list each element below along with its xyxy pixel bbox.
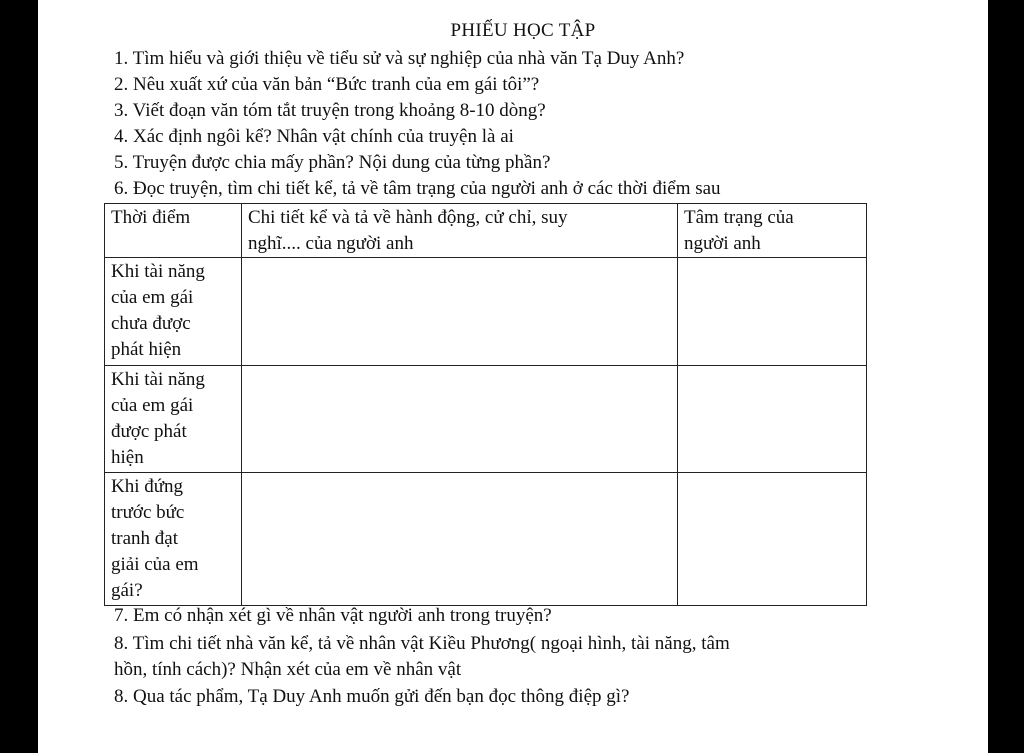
header-details: Chi tiết kể và tả về hành động, cử chỉ, suy nghĩ.... của người anh xyxy=(242,204,678,258)
table-row xyxy=(105,366,867,473)
row-details-cell[interactable] xyxy=(242,473,678,606)
question-7: 7. Em có nhận xét gì về nhân vật người anh trong truyện? xyxy=(114,605,552,626)
question-8b: 8. Qua tác phẩm, Tạ Duy Anh muốn gửi đến bạn đọc thông điệp gì? xyxy=(114,686,630,707)
question-4: 4. Xác định ngôi kể? Nhân vật chính của truyện là ai xyxy=(114,126,514,147)
row-time-cell: Khi tài năng của em gái được phát hiện xyxy=(105,366,242,473)
question-1: 1. Tìm hiểu và giới thiệu về tiểu sử và sự nghiệp của nhà văn Tạ Duy Anh? xyxy=(114,48,685,69)
row-details-cell[interactable] xyxy=(242,366,678,473)
header-time: Thời điểm xyxy=(105,204,242,258)
worksheet-page xyxy=(38,0,988,753)
question-3: 3. Viết đoạn văn tóm tắt truyện trong khoảng 8-10 dòng? xyxy=(114,100,546,121)
row-time-cell: Khi tài năng của em gái chưa được phát hiện xyxy=(105,258,242,366)
analysis-table xyxy=(104,203,867,606)
table-row xyxy=(105,258,867,366)
question-8-continued: hồn, tính cách)? Nhận xét của em về nhân vật xyxy=(114,659,462,680)
row-mood-cell[interactable] xyxy=(678,366,867,473)
worksheet-title: PHIẾU HỌC TẬP xyxy=(450,20,596,41)
question-2: 2. Nêu xuất xứ của văn bản “Bức tranh của em gái tôi”? xyxy=(114,74,540,95)
question-6: 6. Đọc truyện, tìm chi tiết kể, tả về tâm trạng của người anh ở các thời điểm sau xyxy=(114,178,721,199)
question-5: 5. Truyện được chia mấy phần? Nội dung của từng phần? xyxy=(114,152,551,173)
row-mood-cell[interactable] xyxy=(678,473,867,606)
table-row xyxy=(105,473,867,606)
row-mood-cell[interactable] xyxy=(678,258,867,366)
row-time-cell: Khi đứng trước bức tranh đạt giải của em gái? xyxy=(105,473,242,606)
row-details-cell[interactable] xyxy=(242,258,678,366)
table-header-row xyxy=(105,204,867,258)
question-8: 8. Tìm chi tiết nhà văn kể, tả về nhân vật Kiều Phương( ngoại hình, tài năng, tâm xyxy=(114,633,730,654)
header-mood: Tâm trạng của người anh xyxy=(678,204,867,258)
